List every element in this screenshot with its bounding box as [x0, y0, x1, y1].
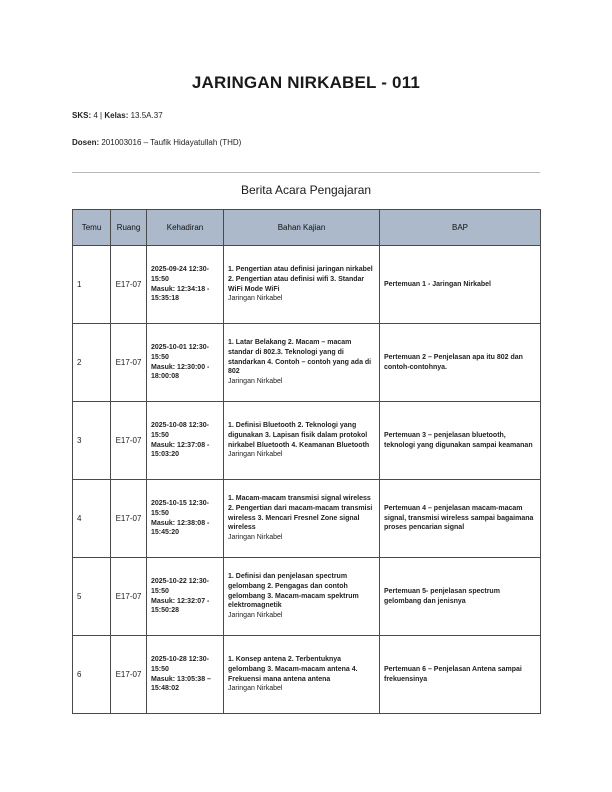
table-row: [73, 402, 541, 480]
table-row: [73, 480, 541, 558]
bap-cell: Pertemuan 1 - Jaringan Nirkabel: [380, 246, 541, 324]
schedule-time: 2025-10-28 12:30-15:50: [151, 656, 209, 673]
bahan-kajian-cell: [224, 558, 380, 636]
attendance-time: Masuk: 12:37:08 - 15:03:20: [151, 441, 210, 459]
column-header-ruang: Ruang: [111, 210, 147, 246]
attendance-time: Masuk: 12:34:18 - 15:35:18: [151, 285, 210, 303]
table-row: [73, 636, 541, 714]
schedule-time: 2025-10-08 12:30-15:50: [151, 422, 209, 439]
course-title: JARINGAN NIRKABEL - 011: [191, 73, 421, 92]
study-material: 1. Latar Belakang 2. Macam – macam standar di 802.3. Teknologi yang di standarkan 4. Contoh – contoh yang ada di 802: [228, 339, 372, 376]
dosen-value: 201003016 – Taufik Hidayatullah (THD): [101, 138, 242, 147]
attendance-time: Masuk: 12:30:00 - 18:00:08: [151, 363, 210, 381]
column-header-kehadiran: Kehadiran: [147, 210, 224, 246]
header-divider: [72, 172, 540, 173]
bap-table: [72, 209, 541, 714]
column-header-bahan-kajian: Bahan Kajian: [224, 210, 380, 246]
table-row: [73, 558, 541, 636]
lecturer-line: [72, 138, 241, 147]
bap-cell: Pertemuan 6 – Penjelasan Antena sampai frekuensinya: [380, 636, 541, 714]
ruang-cell: E17-07: [111, 558, 147, 636]
study-topic: Jaringan Nirkabel: [228, 611, 283, 619]
temu-cell: 3: [73, 402, 111, 480]
ruang-cell: E17-07: [111, 324, 147, 402]
meta-separator: |: [100, 111, 103, 120]
attendance-time: Masuk: 12:38:08 - 15:45:20: [151, 519, 210, 537]
kehadiran-cell: [147, 558, 224, 636]
kelas-label: Kelas:: [104, 111, 129, 120]
study-material: 1. Definisi dan penjelasan spectrum gelombang 2. Pengagas dan contoh gelombang 3. Macam-macam spektrum elektromagnetik: [228, 573, 359, 610]
section-title: Berita Acara Pengajaran: [240, 183, 372, 197]
dosen-label: Dosen:: [72, 138, 100, 147]
temu-cell: 1: [73, 246, 111, 324]
study-topic: Jaringan Nirkabel: [228, 377, 283, 385]
ruang-cell: E17-07: [111, 480, 147, 558]
table-row: [73, 246, 541, 324]
attendance-time: Masuk: 13:05:38 – 15:48:02: [151, 675, 211, 693]
ruang-cell: E17-07: [111, 636, 147, 714]
study-topic: Jaringan Nirkabel: [228, 533, 283, 541]
study-topic: Jaringan Nirkabel: [228, 451, 283, 459]
kelas-value: 13.5A.37: [130, 111, 163, 120]
temu-cell: 4: [73, 480, 111, 558]
bahan-kajian-cell: [224, 480, 380, 558]
kehadiran-cell: [147, 480, 224, 558]
temu-cell: 5: [73, 558, 111, 636]
column-header-temu: Temu: [73, 210, 111, 246]
study-material: 1. Pengertian atau definisi jaringan nirkabel 2. Pengertian atau definisi wifi 3. Standar WiFi Mode WiFi: [228, 266, 373, 293]
bap-cell: Pertemuan 5- penjelasan spectrum gelombang dan jenisnya: [380, 558, 541, 636]
ruang-cell: E17-07: [111, 402, 147, 480]
study-material: 1. Konsep antena 2. Terbentuknya gelombang 3. Macam-macam antena 4. Frekuensi mana antena antena: [228, 656, 358, 683]
bahan-kajian-cell: [224, 246, 380, 324]
kehadiran-cell: [147, 402, 224, 480]
study-material: 1. Macam-macam transmisi signal wireless 2. Pengertian dari macam-macam transmisi wireless 3. Mencari Fresnel Zone signal wireless: [228, 495, 373, 532]
bahan-kajian-cell: [224, 636, 380, 714]
schedule-time: 2025-10-22 12:30-15:50: [151, 578, 209, 595]
temu-cell: 6: [73, 636, 111, 714]
course-meta-line: [72, 111, 163, 120]
temu-cell: 2: [73, 324, 111, 402]
study-material: 1. Definisi Bluetooth 2. Teknologi yang digunakan 3. Lapisan fisik dalam protokol nirkabel Bluetooth 4. Keamanan Bluetooth: [228, 422, 370, 449]
bahan-kajian-cell: [224, 324, 380, 402]
ruang-cell: E17-07: [111, 246, 147, 324]
kehadiran-cell: [147, 324, 224, 402]
column-header-bap: BAP: [380, 210, 541, 246]
table-header-row: [73, 210, 541, 246]
attendance-time: Masuk: 12:32:07 - 15:50:28: [151, 597, 210, 615]
kehadiran-cell: [147, 246, 224, 324]
sks-label: SKS:: [72, 111, 92, 120]
schedule-time: 2025-10-15 12:30-15:50: [151, 500, 209, 517]
table-row: [73, 324, 541, 402]
schedule-time: 2025-10-01 12:30-15:50: [151, 344, 209, 361]
study-topic: Jaringan Nirkabel: [228, 685, 283, 693]
bap-cell: Pertemuan 4 – penjelasan macam-macam signal, transmisi wireless sampai bagaimana proses pencarian signal: [380, 480, 541, 558]
kehadiran-cell: [147, 636, 224, 714]
schedule-time: 2025-09-24 12:30-15:50: [151, 266, 209, 283]
bahan-kajian-cell: [224, 402, 380, 480]
study-topic: Jaringan Nirkabel: [228, 295, 283, 303]
bap-cell: Pertemuan 3 – penjelasan bluetooth, teknologi yang digunakan sampai keamanan: [380, 402, 541, 480]
bap-cell: Pertemuan 2 – Penjelasan apa itu 802 dan contoh-contohnya.: [380, 324, 541, 402]
sks-value: 4: [93, 111, 98, 120]
